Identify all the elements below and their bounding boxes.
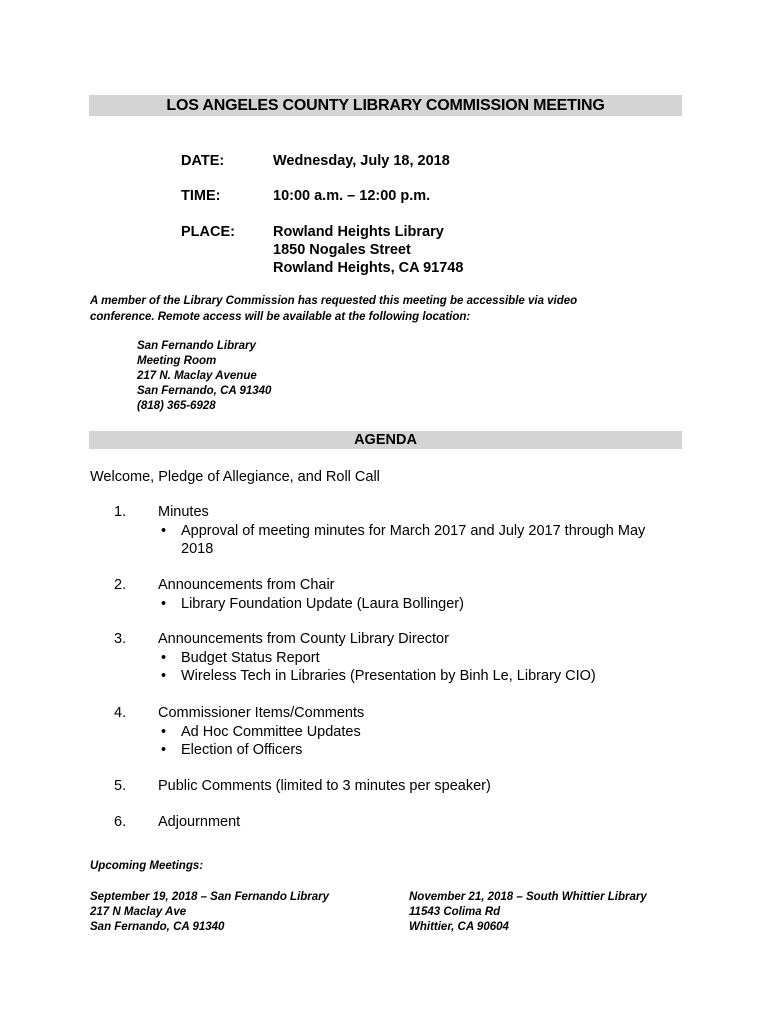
- remote-line: Meeting Room: [137, 355, 217, 367]
- item-body: [158, 630, 658, 686]
- place-line: Rowland Heights Library: [273, 224, 444, 240]
- item-body: [158, 503, 658, 559]
- meeting-line: 217 N Maclay Ave: [90, 906, 187, 918]
- item-body: [158, 704, 658, 760]
- item-title: Adjournment: [158, 814, 241, 830]
- remote-line: (818) 365-6928: [137, 400, 216, 412]
- time-value: 10:00 a.m. – 12:00 p.m.: [273, 188, 431, 204]
- place-line: 1850 Nogales Street: [273, 242, 411, 258]
- subitem-text: Approval of meeting minutes for March 2017 and July 2017 through May 2018: [181, 522, 646, 557]
- item-number: 1.: [114, 504, 127, 520]
- subitem-text: Wireless Tech in Libraries (Presentation by Binh Le, Library CIO): [181, 668, 596, 684]
- time-label: TIME:: [181, 188, 221, 204]
- item-subitems: [158, 522, 658, 559]
- remote-line: San Fernando, CA 91340: [137, 385, 272, 397]
- meeting-line: San Fernando, CA 91340: [90, 921, 225, 933]
- meeting-line: Whittier, CA 90604: [409, 921, 509, 933]
- bullet-icon: •: [161, 742, 167, 758]
- meeting-line: November 21, 2018 – South Whittier Library: [409, 891, 647, 903]
- item-body: [158, 813, 658, 832]
- upcoming-meetings-heading: Upcoming Meetings:: [90, 860, 204, 872]
- item-number: 5.: [114, 778, 127, 794]
- item-number: 6.: [114, 814, 127, 830]
- bullet-icon: •: [161, 522, 167, 539]
- item-title: Public Comments (limited to 3 minutes per speaker): [158, 778, 491, 794]
- list-item: [158, 522, 658, 559]
- item-title: Minutes: [158, 504, 209, 520]
- list-item: [158, 723, 658, 742]
- date-value: Wednesday, July 18, 2018: [273, 153, 450, 169]
- place-label: PLACE:: [181, 224, 235, 240]
- list-item: [158, 595, 658, 614]
- item-number: 4.: [114, 705, 127, 721]
- meeting-line: 11543 Colima Rd: [409, 906, 501, 918]
- item-subitems: [158, 595, 658, 614]
- bullet-icon: •: [161, 595, 167, 612]
- item-number: 2.: [114, 577, 127, 593]
- place-value: [273, 223, 463, 277]
- place-line: Rowland Heights, CA 91748: [273, 260, 464, 276]
- subitem-text: Ad Hoc Committee Updates: [181, 723, 361, 740]
- item-number: 3.: [114, 631, 127, 647]
- page-title: LOS ANGELES COUNTY LIBRARY COMMISSION MEETING: [89, 95, 682, 116]
- date-label: DATE:: [181, 153, 225, 169]
- subitem-text: Budget Status Report: [181, 649, 320, 666]
- meeting-line: September 19, 2018 – San Fernando Library: [90, 891, 330, 903]
- remote-line: San Fernando Library: [137, 340, 256, 352]
- agenda-welcome: Welcome, Pledge of Allegiance, and Roll Call: [90, 469, 380, 485]
- subitem-text: Library Foundation Update (Laura Bollinger): [181, 595, 464, 612]
- upcoming-meeting-september: [90, 890, 329, 935]
- remote-line: 217 N. Maclay Avenue: [137, 370, 257, 382]
- notice-line: A member of the Library Commission has requested this meeting be accessible via video: [90, 295, 578, 307]
- item-body: [158, 576, 658, 613]
- remote-access-notice: [90, 293, 690, 325]
- item-subitems: [158, 723, 658, 760]
- item-title: Announcements from County Library Director: [158, 631, 449, 647]
- list-item: [158, 741, 658, 760]
- notice-line: conference. Remote access will be available at the following location:: [90, 311, 471, 323]
- remote-location: [137, 339, 271, 414]
- bullet-icon: •: [161, 723, 167, 740]
- item-title: Commissioner Items/Comments: [158, 705, 365, 721]
- agenda-heading: AGENDA: [89, 431, 682, 449]
- upcoming-meeting-november: [409, 890, 647, 935]
- item-subitems: [158, 649, 658, 686]
- item-body: [158, 777, 658, 796]
- item-title: Announcements from Chair: [158, 577, 335, 593]
- list-item: [158, 667, 658, 686]
- list-item: [158, 649, 658, 668]
- bullet-icon: •: [161, 668, 167, 684]
- bullet-icon: •: [161, 649, 167, 666]
- subitem-text: Election of Officers: [181, 742, 303, 758]
